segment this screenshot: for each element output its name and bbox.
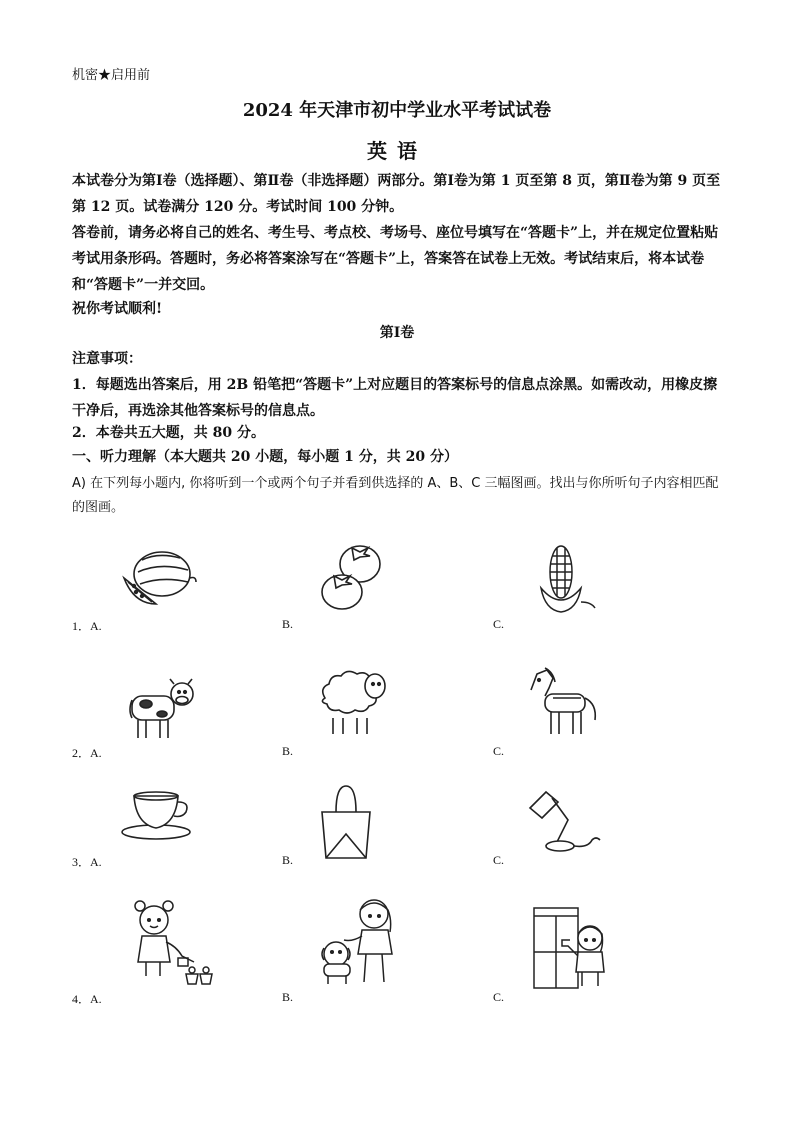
question-2-option-b: B.: [282, 744, 294, 758]
notes-heading: 注意事项：: [72, 351, 142, 367]
question-3-option-b: B.: [282, 853, 294, 867]
confidential-mark: 机密★启用前: [72, 68, 151, 83]
question-4-label: 4．A.: [72, 992, 102, 1006]
note-item-1: 1．每题选出答案后，用 2B 铅笔把“答题卡”上对应题目的答案标号的信息点涂黑。如需改动，用橡皮擦干净后，再选涂其他答案标号的信息点。: [72, 377, 718, 419]
intro-paragraph-2: 答卷前，请务必将自己的姓名、考生号、考点校、考场号、座位号填写在“答题卡”上，并在规定位置粘贴考试用条形码。答题时，务必将答案涂写在“答题卡”上，答案答在试卷上无效。考试结束后，将本试卷和“答题卡”一并交回。: [72, 225, 719, 293]
question-3-option-c: C.: [493, 853, 505, 867]
girl-cleaning-window-icon: [530, 906, 610, 990]
watermelon-icon: [118, 548, 200, 608]
lamp-icon: [522, 786, 602, 854]
section-heading-listening: 一、听力理解（本大题共 20 小题，每小题 1 分，共 20 分）: [72, 449, 458, 465]
tomato-icon: [318, 540, 386, 612]
intro-paragraph-3: 祝你考试顺利!: [72, 301, 163, 317]
subject-title: 英语: [367, 139, 427, 163]
question-1-label: 1．A.: [72, 619, 102, 633]
note-item-2: 2．本卷共五大题，共 80 分。: [72, 425, 265, 441]
section-instruction: A) 在下列每小题内, 你将听到一个或两个句子并看到供选择的 A、B、C 三幅图画。找出与你所听句子内容相匹配的图画。: [72, 476, 719, 515]
exam-title: 2024 年天津市初中学业水平考试试卷: [242, 100, 552, 121]
question-1-option-b: B.: [282, 617, 294, 631]
question-4-option-b: B.: [282, 990, 294, 1004]
bag-icon: [318, 784, 374, 860]
question-1-option-c: C.: [493, 617, 505, 631]
intro-paragraph-1: 本试卷分为第Ⅰ卷（选择题）、第Ⅱ卷（非选择题）两部分。第Ⅰ卷为第 1 页至第 8 页，第Ⅱ卷为第 9 页至第 12 页。试卷满分 120 分。考试时间 100 分钟。: [72, 173, 721, 215]
girl-watering-flowers-icon: [128, 898, 220, 990]
question-4-option-c: C.: [493, 990, 505, 1004]
question-2-option-c: C.: [493, 744, 505, 758]
volume-heading: 第Ⅰ卷: [379, 325, 415, 341]
cow-icon: [126, 676, 198, 742]
horse-icon: [523, 666, 599, 740]
sheep-icon: [315, 668, 389, 736]
question-2-label: 2．A.: [72, 746, 102, 760]
corn-icon: [535, 542, 601, 616]
cup-icon: [120, 790, 198, 842]
girl-with-dog-icon: [316, 896, 408, 986]
question-3-label: 3．A.: [72, 855, 102, 869]
